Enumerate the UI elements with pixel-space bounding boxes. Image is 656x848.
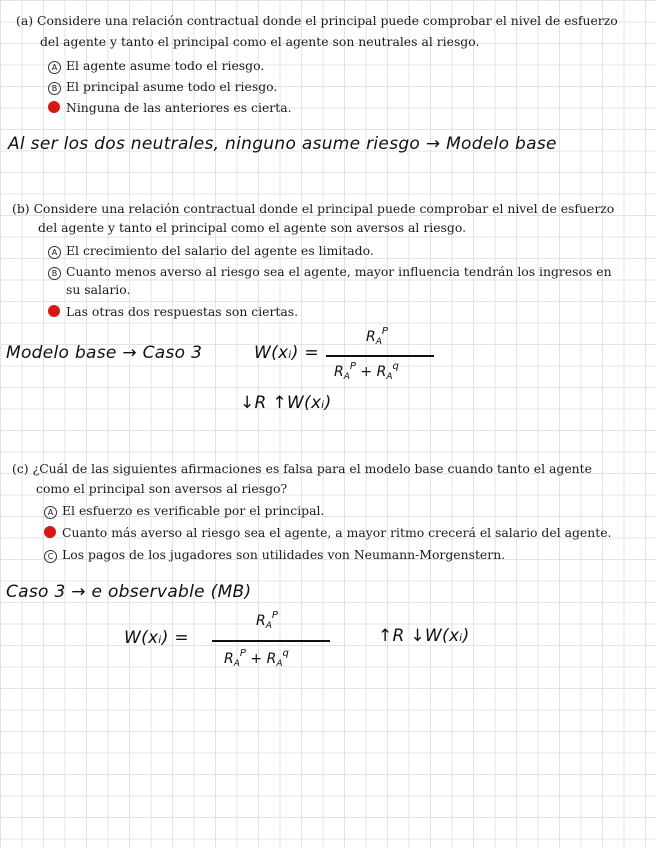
option-text: El crecimiento del salario del agente es limitado. xyxy=(66,243,374,258)
fraction-bar xyxy=(326,355,434,357)
question-c-option-b[interactable] xyxy=(44,524,611,541)
question-b-option-a[interactable] xyxy=(48,242,374,259)
option-c-marker-icon: C xyxy=(44,550,57,563)
selected-answer-dot-icon xyxy=(48,101,60,113)
question-c-text-1: ¿Cuál de las siguientes afirmaciones es falsa para el modelo base cuando tanto el agente xyxy=(32,461,592,476)
question-a-text-1: Considere una relación contractual donde el principal puede comprobar el nivel de esfuerzo xyxy=(37,13,618,28)
handwritten-formula-b-denominator: $R_A^P + R_A^q$ xyxy=(334,361,399,382)
question-b-text-2: del agente y tanto el principal como el agente son aversos al riesgo. xyxy=(38,220,467,235)
handwritten-formula-c-lhs: W(xᵢ) = xyxy=(124,628,189,648)
question-b-label: (b) xyxy=(12,201,30,216)
option-text: El esfuerzo es verificable por el principal. xyxy=(62,503,325,518)
fraction-bar xyxy=(212,640,330,642)
option-b-marker-icon: B xyxy=(48,267,61,280)
question-a-label: (a) xyxy=(16,13,34,28)
option-text: El principal asume todo el riesgo. xyxy=(66,79,278,94)
question-c-label: (c) xyxy=(12,461,29,476)
question-a-text-2: del agente y tanto el principal como el agente son neutrales al riesgo. xyxy=(40,34,480,49)
handwritten-note-a: Al ser los dos neutrales, ninguno asume riesgo → Modelo base xyxy=(8,134,557,154)
question-c-option-a[interactable] xyxy=(44,502,324,519)
option-a-marker-icon: A xyxy=(48,246,61,259)
handwritten-note-b-left: Modelo base → Caso 3 xyxy=(6,343,203,363)
question-c-line1 xyxy=(12,460,592,477)
handwritten-formula-c-numerator: $R_A^P$ xyxy=(256,610,278,631)
option-text: Ninguna de las anteriores es cierta. xyxy=(66,100,292,115)
option-b-marker-icon: B xyxy=(48,82,61,95)
question-a-option-c[interactable] xyxy=(48,99,292,116)
question-b-option-b[interactable] xyxy=(48,263,612,280)
option-a-marker-icon: A xyxy=(44,506,57,519)
handwritten-note-b-arrows: ↓R ↑W(xᵢ) xyxy=(240,393,332,413)
question-c-text-2: como el principal son aversos al riesgo? xyxy=(36,481,288,496)
handwritten-formula-b-lhs: W(xᵢ) = xyxy=(254,343,319,363)
question-b-text-1: Considere una relación contractual donde el principal puede comprobar el nivel de esfuerzo xyxy=(33,201,615,216)
handwritten-note-c-top: Caso 3 → e observable (MB) xyxy=(6,582,252,602)
question-a-option-a[interactable] xyxy=(48,57,264,74)
option-text: Cuanto menos averso al riesgo sea el agente, mayor influencia tendrán los ingresos en xyxy=(66,264,612,279)
option-a-marker-icon: A xyxy=(48,61,61,74)
question-b-option-b-cont: su salario. xyxy=(66,282,131,297)
option-text: Las otras dos respuestas son ciertas. xyxy=(66,304,299,319)
option-text: El agente asume todo el riesgo. xyxy=(66,58,265,73)
option-text: Los pagos de los jugadores son utilidades von Neumann-Morgenstern. xyxy=(62,547,506,562)
selected-answer-dot-icon xyxy=(44,526,56,538)
question-c-option-c[interactable] xyxy=(44,546,505,563)
question-b-option-c[interactable] xyxy=(48,303,298,320)
question-a-line1 xyxy=(16,12,618,29)
selected-answer-dot-icon xyxy=(48,305,60,317)
handwritten-formula-c-denominator: $R_A^P + R_A^q$ xyxy=(224,648,289,669)
handwritten-formula-b-numerator: $R_A^P$ xyxy=(366,326,388,347)
option-text: Cuanto más averso al riesgo sea el agente, a mayor ritmo crecerá el salario del agente. xyxy=(62,525,612,540)
question-b-line1 xyxy=(12,200,614,217)
question-a-option-b[interactable] xyxy=(48,78,277,95)
handwritten-note-c-arrows: ↑R ↓W(xᵢ) xyxy=(378,626,470,646)
